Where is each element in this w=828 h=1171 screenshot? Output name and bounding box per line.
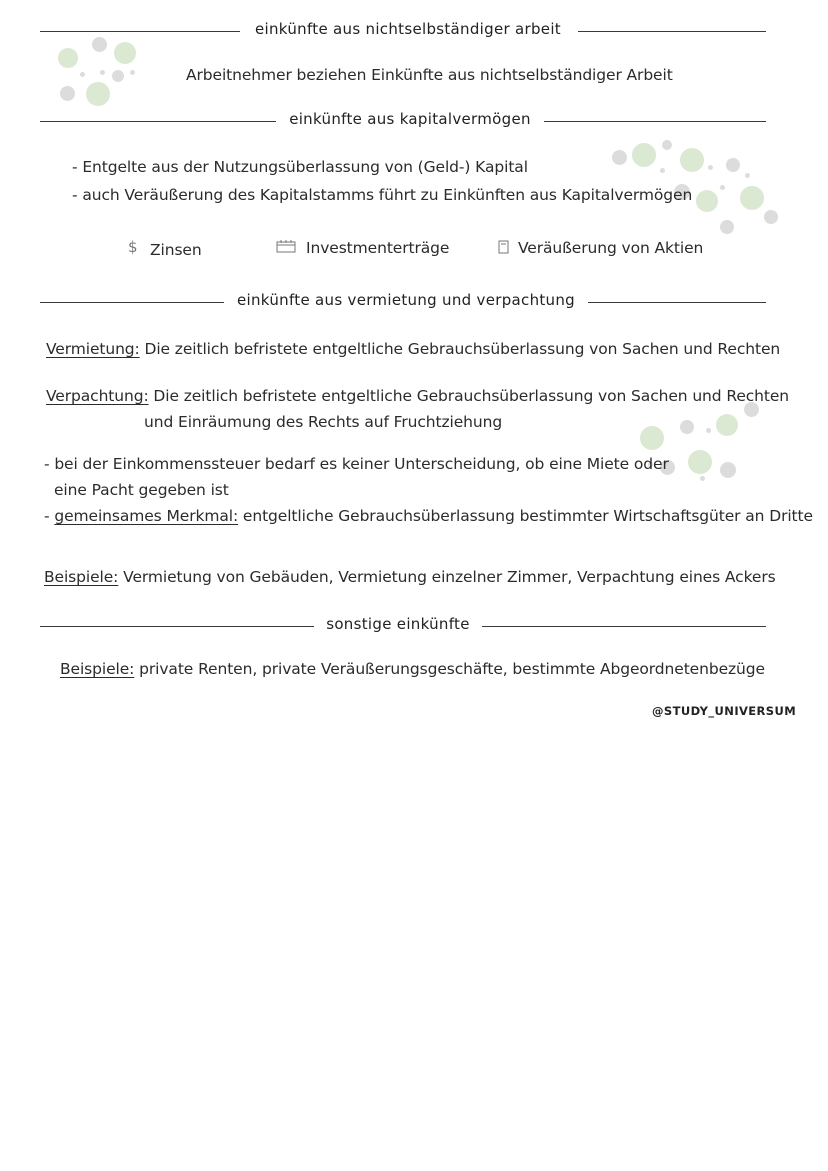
dollar-icon: $	[128, 238, 138, 256]
rule-left	[40, 121, 276, 122]
verpachtung-definition-cont: und Einräumung des Rechts auf Fruchtziehung	[144, 413, 503, 431]
kapital-item-investment: Investmenterträge	[306, 239, 450, 257]
merkmal-term: gemeinsames Merkmal:	[54, 507, 239, 525]
beispiele-term: Beispiele:	[60, 660, 135, 678]
vermietung-note-2: - gemeinsames Merkmal: entgeltliche Gebrauchsüberlassung bestimmter Wirtschaftsgüter an Dritte	[44, 507, 813, 525]
kapital-item-aktien: Veräußerung von Aktien	[518, 239, 704, 257]
kapital-item-zinsen: Zinsen	[150, 241, 202, 259]
beispiele-term: Beispiele:	[44, 568, 119, 586]
rule-left	[40, 626, 314, 627]
kapital-bullet-2: - auch Veräußerung des Kapitalstamms führt zu Einkünften aus Kapitalvermögen	[72, 186, 693, 204]
verpachtung-definition: Verpachtung: Die zeitlich befristete entgeltliche Gebrauchsüberlassung von Sachen und Rechten	[46, 387, 790, 405]
rule-right	[544, 121, 766, 122]
rule-left	[40, 31, 240, 32]
section-title-vermietung: einkünfte aus vermietung und verpachtung	[237, 291, 575, 309]
section-title-arbeit: einkünfte aus nichtselbständiger arbeit	[255, 20, 561, 38]
vermietung-note-1b: eine Pacht gegeben ist	[54, 481, 229, 499]
section-title-sonstige: sonstige einkünfte	[326, 615, 470, 633]
calendar-icon	[276, 239, 296, 257]
arbeit-text: Arbeitnehmer beziehen Einkünfte aus nichtselbständiger Arbeit	[186, 66, 673, 84]
vermietung-definition: Vermietung: Die zeitlich befristete entgeltliche Gebrauchsüberlassung von Sachen und Rechten	[46, 340, 781, 358]
rule-left	[40, 302, 224, 303]
document-icon	[498, 240, 510, 258]
vermietung-term: Vermietung:	[46, 340, 140, 358]
verpachtung-term: Verpachtung:	[46, 387, 149, 405]
vermietung-note-1a: - bei der Einkommenssteuer bedarf es keiner Unterscheidung, ob eine Miete oder	[44, 455, 669, 473]
vermietung-beispiele: Beispiele: Vermietung von Gebäuden, Vermietung einzelner Zimmer, Verpachtung eines Ackers	[44, 568, 776, 586]
rule-right	[482, 626, 766, 627]
rule-right	[578, 31, 766, 32]
signature: @STUDY_UNIVERSUM	[652, 704, 797, 718]
kapital-bullet-1: - Entgelte aus der Nutzungsüberlassung von (Geld-) Kapital	[72, 158, 528, 176]
section-title-kapital: einkünfte aus kapitalvermögen	[289, 110, 531, 128]
rule-right	[588, 302, 766, 303]
sonstige-beispiele: Beispiele: private Renten, private Veräußerungsgeschäfte, bestimmte Abgeordnetenbezüge	[60, 660, 765, 678]
